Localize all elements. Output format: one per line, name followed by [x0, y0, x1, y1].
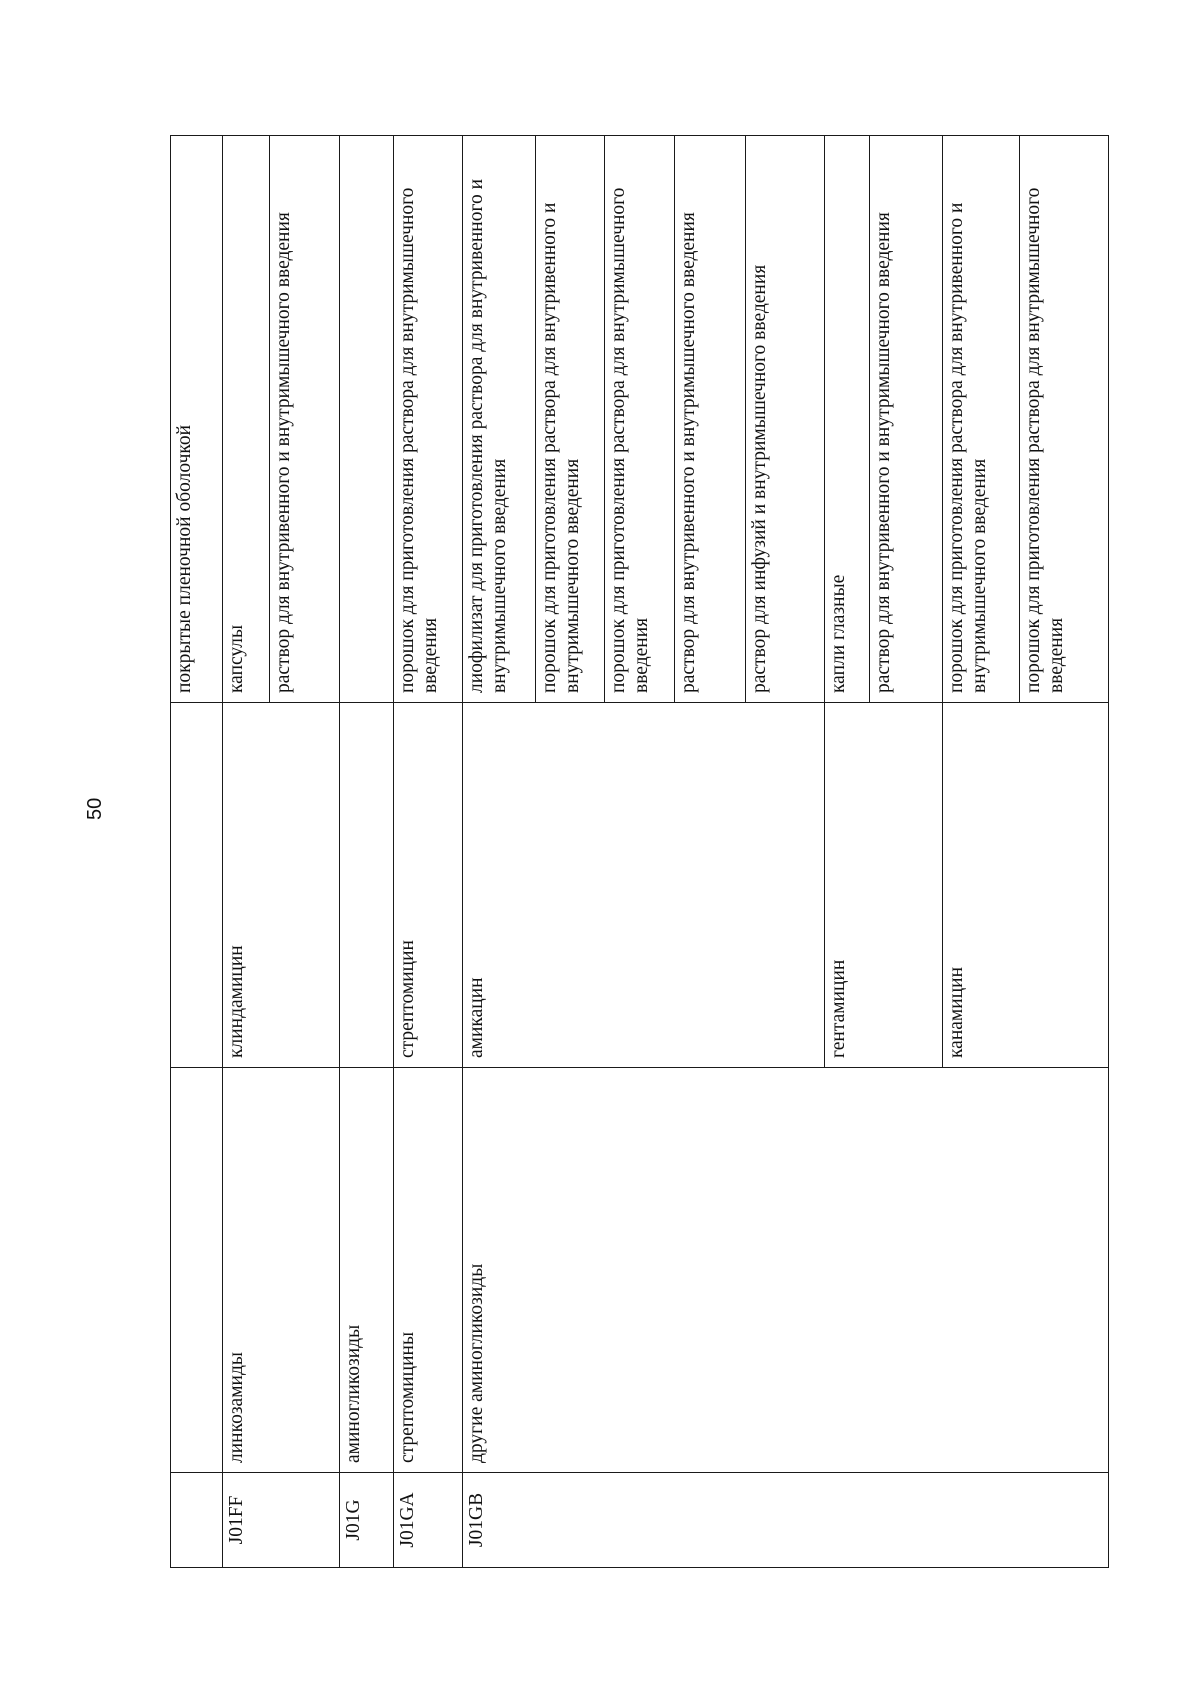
dosage-form-cell: порошок для приготовления раствора для внутримышечного введения — [394, 136, 463, 703]
dosage-form-cell — [340, 136, 394, 703]
dosage-form-cell: капсулы — [223, 136, 270, 703]
drug-name-cell: амикацин — [463, 703, 825, 1068]
drug-name-cell — [171, 703, 223, 1068]
table-row — [171, 136, 223, 1568]
dosage-form-cell: лиофилизат для приготовления раствора для внутривенного и внутримышечного введения — [463, 136, 536, 703]
dosage-form-cell: раствор для инфузий и внутримышечного введения — [746, 136, 825, 703]
atc-code-cell — [171, 1473, 223, 1568]
drug-name-cell: стрептомицин — [394, 703, 463, 1068]
drug-name-cell: гентамицин — [825, 703, 943, 1068]
atc-code-cell: J01GB — [463, 1473, 1109, 1568]
table-row — [394, 136, 463, 1568]
page-number: 50 — [84, 797, 106, 820]
atc-code-cell: J01FF — [223, 1473, 340, 1568]
table-row — [223, 136, 270, 1568]
dosage-form-cell: порошок для приготовления раствора для внутривенного и внутримышечного введения — [943, 136, 1020, 703]
atc-code-cell: J01GA — [394, 1473, 463, 1568]
dosage-form-cell: порошок для приготовления раствора для внутримышечного введения — [1020, 136, 1109, 703]
atc-code-cell: J01G — [340, 1473, 394, 1568]
dosage-form-cell: покрытые пленочной оболочкой — [171, 136, 223, 703]
group-cell: линкозамиды — [223, 1068, 340, 1473]
drug-name-cell: канамицин — [943, 703, 1109, 1068]
table-row — [463, 136, 536, 1568]
table-row — [340, 136, 394, 1568]
dosage-form-cell: порошок для приготовления раствора для внутримышечного введения — [605, 136, 675, 703]
dosage-form-cell: раствор для внутривенного и внутримышечного введения — [675, 136, 746, 703]
drug-name-cell: клиндамицин — [223, 703, 340, 1068]
drug-name-cell — [340, 703, 394, 1068]
group-cell: аминогликозиды — [340, 1068, 394, 1473]
group-cell: стрептомицины — [394, 1068, 463, 1473]
dosage-form-cell: капли глазные — [825, 136, 870, 703]
drug-table-wrapper — [170, 136, 1108, 1568]
dosage-form-cell: раствор для внутривенного и внутримышечного введения — [870, 136, 943, 703]
dosage-form-cell: раствор для внутривенного и внутримышечного введения — [270, 136, 340, 703]
group-cell — [171, 1068, 223, 1473]
drug-table — [170, 135, 1109, 1568]
group-cell: другие аминогликозиды — [463, 1068, 1109, 1473]
dosage-form-cell: порошок для приготовления раствора для внутривенного и внутримышечного введения — [536, 136, 605, 703]
